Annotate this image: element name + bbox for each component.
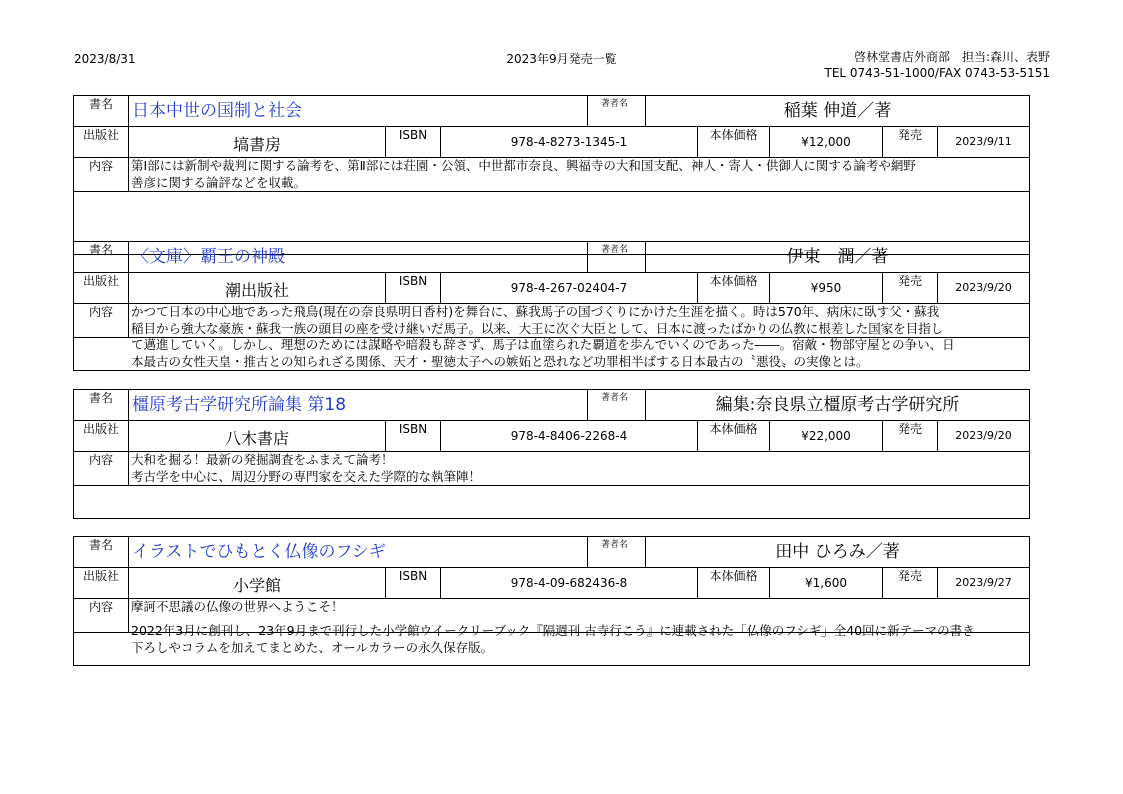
publisher-label: 出版社 — [74, 568, 129, 598]
content-label: 内容 — [74, 599, 129, 632]
desc-line: 下ろしやコラムを加えてまとめた、オールカラーの永久保存版。 — [131, 639, 494, 655]
desc-line: 考古学を中心に、周辺分野の専門家を交えた学際的な執筆陣！ — [131, 468, 482, 484]
desc-line: 大和を掘る！最新の発掘調査をふまえて論考！ — [131, 452, 394, 467]
title-label: 書名 — [74, 96, 129, 126]
release-label: 発売 — [883, 127, 938, 157]
book-author: 稲葉 伸道／著 — [783, 101, 892, 121]
title-label: 書名 — [74, 390, 129, 420]
book-title: 〈文庫〉覇王の神殿 — [129, 242, 588, 272]
info-row — [74, 421, 1029, 452]
price-label: 本体価格 — [698, 273, 770, 303]
release-label: 発売 — [883, 421, 938, 451]
desc-line: て邁進していく。しかし、理想のためには謀略や暗殺も辞さず、馬子は血塗られた覇道を歩んでいくのであった――。宿敵・物部守屋との争い、日 — [131, 337, 955, 352]
report-date: 2023/8/31 — [74, 52, 136, 66]
isbn-label: ISBN — [386, 421, 441, 451]
book-publisher: 八木書店 — [129, 421, 386, 451]
book-entry — [73, 389, 1030, 519]
info-row — [74, 273, 1029, 304]
book-price: ¥950 — [770, 273, 883, 303]
book-author: 田中 ひろみ／著 — [775, 542, 900, 562]
content-row — [74, 158, 1029, 254]
title-row — [74, 390, 1029, 421]
isbn-label: ISBN — [386, 273, 441, 303]
book-publisher: 小学館 — [129, 568, 386, 598]
book-price: ¥22,000 — [770, 421, 883, 451]
store-info — [824, 49, 1050, 81]
desc-line: 2022年3月に創刊し、23年9月まで刊行した小学館ウイークリーブック『隔週刊 古寺行こう』に連載された「仏像のフシギ」全40回に新テーマの書き — [131, 623, 975, 638]
title-label: 書名 — [74, 537, 129, 567]
release-date: 2023/9/20 — [955, 429, 1012, 442]
price-label: 本体価格 — [698, 127, 770, 157]
book-author: 伊東 潤／著 — [786, 247, 889, 267]
info-row — [74, 127, 1029, 158]
author-label: 著者名 — [588, 96, 646, 126]
release-label: 発売 — [883, 273, 938, 303]
release-label: 発売 — [883, 568, 938, 598]
book-title: 日本中世の国制と社会 — [129, 96, 588, 126]
book-title: イラストでひもとく仏像のフシギ — [129, 537, 588, 567]
book-entry — [73, 536, 1030, 666]
release-date: 2023/9/27 — [955, 576, 1012, 589]
book-isbn: 978-4-267-02404-7 — [441, 273, 698, 303]
book-entry — [73, 95, 1030, 255]
publisher-label: 出版社 — [74, 127, 129, 157]
author-label: 著者名 — [588, 242, 646, 272]
publisher-label: 出版社 — [74, 273, 129, 303]
content-row — [74, 304, 1029, 370]
release-date: 2023/9/11 — [955, 135, 1012, 148]
publisher-label: 出版社 — [74, 421, 129, 451]
release-date: 2023/9/20 — [955, 281, 1012, 294]
desc-line: 善彦に関する論評などを収載。 — [131, 174, 307, 190]
price-label: 本体価格 — [698, 421, 770, 451]
author-label: 著者名 — [588, 390, 646, 420]
book-title: 橿原考古学研究所論集 第18 — [129, 390, 588, 420]
store-name: 啓林堂書店外商部 担当:森川、表野 — [853, 50, 1050, 64]
book-isbn: 978-4-8406-2268-4 — [441, 421, 698, 451]
desc-line: 本最古の女性天皇・推古との知られざる関係、天才・聖徳太子への嫉妬と恐れなど功罪相半ばする日本最古の〝悪役〟の実像とは。 — [131, 353, 869, 369]
store-contact: TEL 0743-51-1000/FAX 0743-53-5151 — [824, 66, 1050, 80]
book-price: ¥12,000 — [770, 127, 883, 157]
desc-line: 摩訶不思議の仏像の世界へようこそ！ — [131, 599, 344, 614]
content-label: 内容 — [74, 452, 129, 485]
book-price: ¥1,600 — [770, 568, 883, 598]
content-row — [74, 599, 1029, 665]
content-row — [74, 452, 1029, 518]
title-row — [74, 537, 1029, 568]
desc-line: 稲目から強大な豪族・蘇我一族の頭目の座を受け継いだ馬子。以来、大王に次ぐ大臣として、日本に渡ったばかりの仏教に根差した国家を目指し — [131, 320, 944, 336]
title-row — [74, 242, 1029, 273]
price-label: 本体価格 — [698, 568, 770, 598]
author-label: 著者名 — [588, 537, 646, 567]
isbn-label: ISBN — [386, 568, 441, 598]
book-entry — [73, 241, 1030, 371]
desc-line: かつて日本の中心地であった飛鳥(現在の奈良県明日香村)を舞台に、蘇我馬子の国づくりにかけた生涯を描く。時は570年、病床に臥す父・蘇我 — [131, 304, 940, 319]
book-publisher: 潮出版社 — [129, 273, 386, 303]
content-label: 内容 — [74, 158, 129, 191]
book-isbn: 978-4-8273-1345-1 — [441, 127, 698, 157]
content-label: 内容 — [74, 304, 129, 337]
title-label: 書名 — [74, 242, 129, 272]
desc-line: 第Ⅰ部には新制や裁判に関する論考を、第Ⅱ部には荘園・公領、中世都市奈良、興福寺の大和国支配、神人・寄人・供御人に関する論考や網野 — [131, 158, 916, 173]
book-publisher: 塙書房 — [129, 127, 386, 157]
book-author: 編集:奈良県立橿原考古学研究所 — [715, 395, 960, 415]
report-title: 2023年9月発売一覧 — [506, 52, 617, 66]
book-isbn: 978-4-09-682436-8 — [441, 568, 698, 598]
isbn-label: ISBN — [386, 127, 441, 157]
title-row — [74, 96, 1029, 127]
info-row — [74, 568, 1029, 599]
